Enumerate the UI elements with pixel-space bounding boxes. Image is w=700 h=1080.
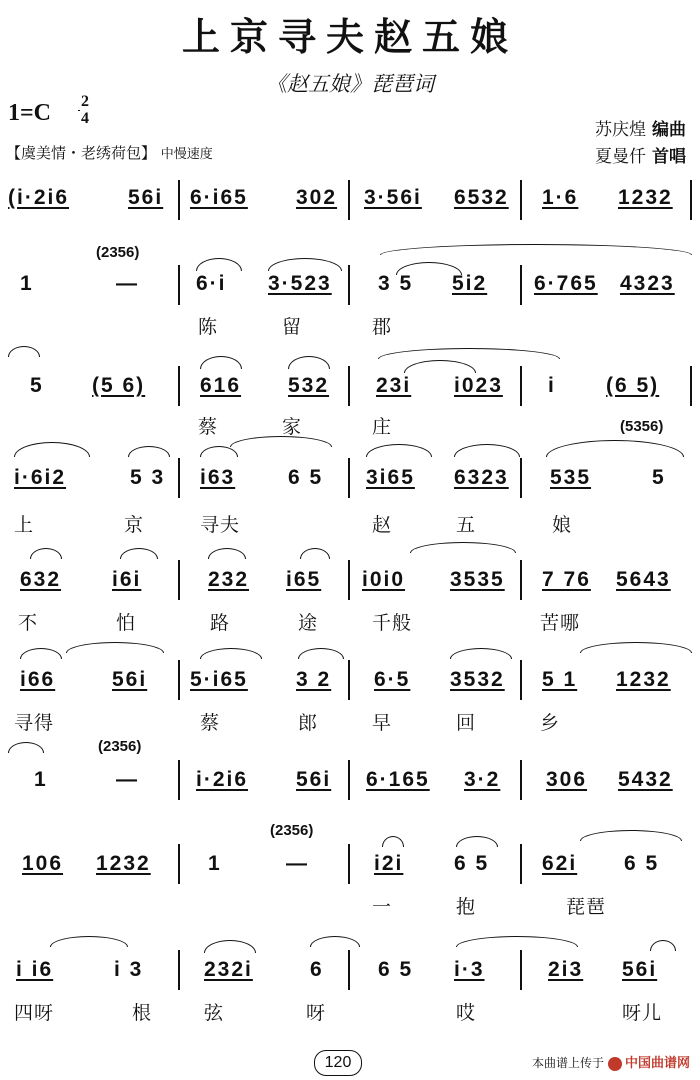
lyric: 呀儿 <box>622 1002 663 1024</box>
lyric: 回 <box>456 712 477 734</box>
lyric: 弦 <box>204 1002 225 1024</box>
note-group: 1232 <box>96 852 151 875</box>
note-group: i66 <box>20 668 56 691</box>
song-title: 上京寻夫赵五娘 <box>181 14 518 59</box>
lyric: 琵琶 <box>566 896 607 918</box>
note-group: i i6 <box>16 958 54 981</box>
score-row-6 <box>0 632 700 742</box>
note-group: 3·2 <box>464 768 501 791</box>
singer-name: 夏曼仟 <box>595 147 646 167</box>
note-group: 3·523 <box>268 272 332 295</box>
composer-role: 编曲 <box>652 120 686 140</box>
note-group: 3i65 <box>366 466 415 489</box>
note-group: i2i <box>374 852 404 875</box>
lyric: 蔡 <box>198 416 219 438</box>
note-group: 6·i <box>196 272 227 295</box>
note-group: 5i2 <box>452 272 488 295</box>
note-group: 6·5 <box>374 668 411 691</box>
note-group: 56i <box>622 958 658 981</box>
page-number: 120 <box>314 1050 362 1076</box>
lyric: 庄 <box>372 416 393 438</box>
composer-name: 苏庆煌 <box>595 120 646 140</box>
lyric: 哎 <box>456 1002 477 1024</box>
note-group: — <box>286 852 309 875</box>
note-group: i <box>548 374 556 397</box>
logo-icon <box>608 1057 622 1071</box>
note-group: 5 <box>652 466 666 489</box>
note-group: 535 <box>550 466 592 489</box>
lyric: 郡 <box>372 316 393 338</box>
footer-note: 本曲谱上传于 <box>531 1056 604 1070</box>
note-group: 3535 <box>450 568 505 591</box>
note-group: 1 <box>20 272 34 295</box>
note-group: 6532 <box>454 186 509 209</box>
note-group: 6 <box>310 958 324 981</box>
score-row-9 <box>0 926 700 1036</box>
credit-singer <box>595 142 686 167</box>
lyric: 娘 <box>552 514 573 536</box>
note-group: 1·6 <box>542 186 579 209</box>
lyric: 路 <box>210 612 231 634</box>
site-logo[interactable] <box>608 1052 690 1071</box>
note-group: 6323 <box>454 466 509 489</box>
score-row-2 <box>0 240 700 350</box>
note-group: 6·165 <box>366 768 430 791</box>
lyric: 赵 <box>372 514 393 536</box>
score-row-4 <box>0 418 700 542</box>
lyric: 陈 <box>198 316 219 338</box>
note-group: 3 5 <box>378 272 414 295</box>
note-group: 56i <box>112 668 148 691</box>
lyric: 途 <box>298 612 319 634</box>
note-group: i023 <box>454 374 503 397</box>
lyric: 乡 <box>540 712 561 734</box>
note-group: 1 <box>34 768 48 791</box>
note-group: (5 6) <box>92 374 146 397</box>
note-group: i65 <box>286 568 322 591</box>
note-group: (i·2i6 <box>8 186 70 209</box>
note-group: 1232 <box>618 186 673 209</box>
lyric: 蔡 <box>200 712 221 734</box>
lyric: 上 <box>14 514 35 536</box>
grace-notes: (5356) <box>620 418 664 435</box>
note-group: 2i3 <box>548 958 584 981</box>
note-group: 6 5 <box>454 852 490 875</box>
note-group: 5 3 <box>130 466 166 489</box>
lyric: 抱 <box>456 896 477 918</box>
tune-info <box>6 142 213 163</box>
note-group: 5 1 <box>542 668 578 691</box>
note-group: i·6i2 <box>14 466 67 489</box>
note-group: 306 <box>546 768 588 791</box>
lyric: 千般 <box>372 612 413 634</box>
lyric: 家 <box>282 416 303 438</box>
note-group: 5·i65 <box>190 668 248 691</box>
grace-notes: (2356) <box>270 822 314 839</box>
note-group: 56i <box>128 186 164 209</box>
lyric: 寻夫 <box>200 514 241 536</box>
lyric: 早 <box>372 712 393 734</box>
note-group: (6 5) <box>606 374 660 397</box>
note-group: 302 <box>296 186 338 209</box>
note-group: — <box>116 768 139 791</box>
lyric: 四呀 <box>14 1002 55 1024</box>
lyric: 怕 <box>116 612 137 634</box>
grace-notes: (2356) <box>98 738 142 755</box>
note-group: 5643 <box>616 568 671 591</box>
credit-composer <box>595 115 686 140</box>
note-group: 3532 <box>450 668 505 691</box>
note-group: 56i <box>296 768 332 791</box>
lyric: 不 <box>18 612 39 634</box>
note-group: 6 5 <box>378 958 414 981</box>
site-name: 中国曲谱网 <box>624 1056 690 1071</box>
lyric: 一 <box>372 896 393 918</box>
note-group: 62i <box>542 852 578 875</box>
lyric: 苦哪 <box>540 612 581 634</box>
lyric: 郎 <box>298 712 319 734</box>
tune-name: 【虞美情・老绣荷包】 <box>6 144 157 162</box>
score-row-5 <box>0 532 700 642</box>
note-group: 232 <box>208 568 250 591</box>
note-group: 7 76 <box>542 568 591 591</box>
lyric: 根 <box>132 1002 153 1024</box>
note-group: — <box>116 272 139 295</box>
note-group: i0i0 <box>362 568 406 591</box>
tempo-marking: 中慢速度 <box>160 147 213 162</box>
note-group: 6 5 <box>288 466 324 489</box>
lyric: 留 <box>282 316 303 338</box>
note-group: 1 <box>208 852 222 875</box>
note-group: i·3 <box>454 958 485 981</box>
meter-bottom: 4 <box>81 110 89 127</box>
note-group: 6 5 <box>624 852 660 875</box>
note-group: 106 <box>22 852 64 875</box>
note-group: 3·56i <box>364 186 422 209</box>
lyric: 五 <box>456 514 477 536</box>
note-group: 6·765 <box>534 272 598 295</box>
note-group: i 3 <box>114 958 144 981</box>
note-group: 5 <box>30 374 44 397</box>
time-signature <box>76 93 94 127</box>
score-row-8 <box>0 820 700 930</box>
note-group: 6·i65 <box>190 186 248 209</box>
note-group: 232i <box>204 958 253 981</box>
lyric: 京 <box>124 514 145 536</box>
meter-top: 2 <box>81 93 89 110</box>
grace-notes: (2356) <box>96 244 140 261</box>
note-group: 4323 <box>620 272 675 295</box>
singer-role: 首唱 <box>652 147 686 167</box>
lyric: 呀 <box>306 1002 327 1024</box>
note-group: 5432 <box>618 768 673 791</box>
note-group: 632 <box>20 568 62 591</box>
note-group: 1232 <box>616 668 671 691</box>
note-group: 532 <box>288 374 330 397</box>
note-group: i63 <box>200 466 236 489</box>
note-group: i6i <box>112 568 142 591</box>
note-group: 616 <box>200 374 242 397</box>
song-subtitle: 《赵五娘》琵琶词 <box>266 72 434 96</box>
note-group: i·2i6 <box>196 768 249 791</box>
key-signature: 1=C <box>8 100 52 126</box>
lyric: 寻得 <box>14 712 55 734</box>
note-group: 3 2 <box>296 668 332 691</box>
note-group: 23i <box>376 374 412 397</box>
